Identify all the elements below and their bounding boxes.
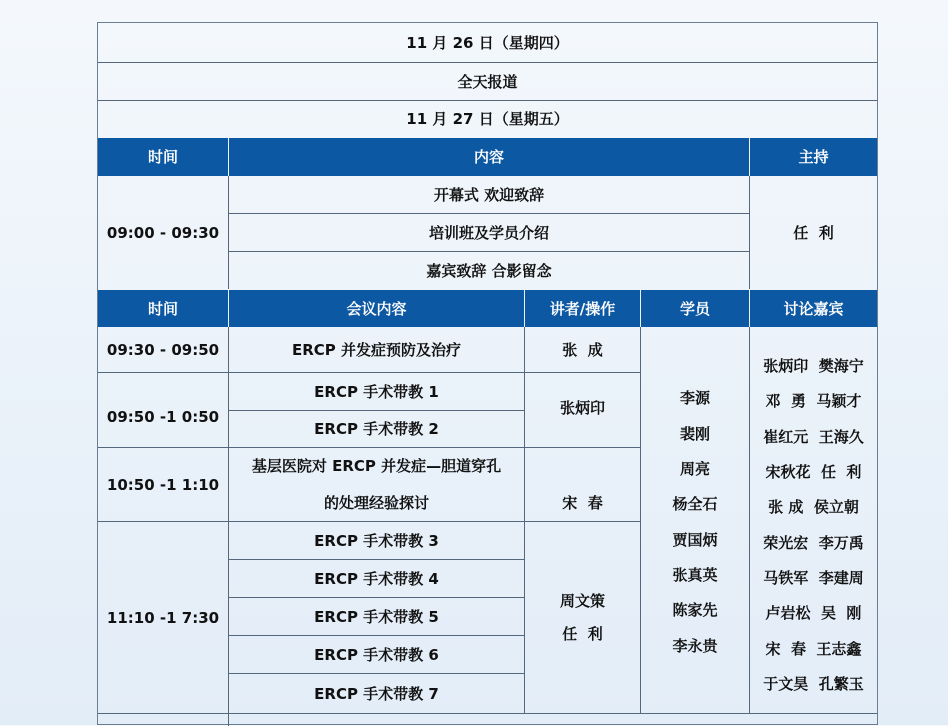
day1-date: 11 月 26 日（星期四） xyxy=(406,33,569,52)
opening-item: 嘉宾致辞 合影留念 xyxy=(426,261,552,280)
session-header-time: 时间 xyxy=(98,290,228,327)
session-content: ERCP 并发症预防及治疗 xyxy=(291,340,462,359)
session-content: ERCP 手术带教 2 xyxy=(314,420,439,438)
student-name: 李永贵 xyxy=(672,636,718,655)
guest-pair: 于文昊 孔繁玉 xyxy=(763,674,864,693)
header-host: 主持 xyxy=(750,138,877,176)
guest-pair: 张 成 侯立朝 xyxy=(768,498,859,517)
speaker: 张 成 xyxy=(562,340,603,359)
session-time: 10:50 -1 1:10 xyxy=(106,475,220,494)
opening-item: 培训班及学员介绍 xyxy=(428,223,549,242)
session-content: ERCP 手术带教 1 xyxy=(314,382,439,401)
session-header-students: 学员 xyxy=(641,290,749,327)
guest-pair: 崔红元 王海久 xyxy=(763,427,864,446)
session-time: 09:30 - 09:50 xyxy=(106,340,220,359)
session-content-line: 基层医院对 ERCP 并发症—胆道穿孔 xyxy=(251,456,502,475)
session-content: ERCP 手术带教 7 xyxy=(314,684,439,703)
student-name: 杨全石 xyxy=(672,495,718,514)
guest-pair: 荣光宏 李万禹 xyxy=(763,533,864,552)
session-time: 11:10 -1 7:30 xyxy=(106,608,220,627)
session-content-line: 的处理经验探讨 xyxy=(323,493,429,512)
speaker: 周文策 xyxy=(559,592,605,610)
speaker-group xyxy=(525,522,640,713)
day1-note: 全天报道 xyxy=(457,72,518,91)
student-name: 陈家先 xyxy=(672,601,718,620)
divider xyxy=(98,713,877,714)
session-time: 09:50 -1 0:50 xyxy=(106,408,220,426)
student-name: 贾国炳 xyxy=(672,530,718,549)
schedule-table xyxy=(97,22,878,725)
student-name: 周亮 xyxy=(679,460,710,479)
opening-time: 09:00 - 09:30 xyxy=(106,223,220,242)
guest-pair: 张炳印 樊海宁 xyxy=(763,357,864,376)
speaker: 宋 春 xyxy=(562,493,603,512)
session-content: ERCP 手术带教 6 xyxy=(314,645,439,664)
session-header-speaker: 讲者/操作 xyxy=(525,290,640,327)
guests-list xyxy=(750,327,877,713)
header-content: 内容 xyxy=(229,138,749,176)
session-content: ERCP 手术带教 3 xyxy=(314,531,439,550)
session-content-multiline xyxy=(229,448,524,521)
guest-pair: 宋 春 王志鑫 xyxy=(765,639,862,658)
students-list xyxy=(641,327,749,713)
session-header-guests: 讨论嘉宾 xyxy=(750,290,877,327)
opening-host: 任 利 xyxy=(793,223,834,242)
speaker: 张炳印 xyxy=(559,399,605,417)
day2-date: 11 月 27 日（星期五） xyxy=(406,110,569,128)
header-time: 时间 xyxy=(98,138,228,176)
speaker: 任 利 xyxy=(562,625,603,643)
session-content: ERCP 手术带教 4 xyxy=(314,569,439,588)
guest-pair: 马铁军 李建周 xyxy=(763,568,864,587)
student-name: 张真英 xyxy=(672,565,718,584)
opening-item: 开幕式 欢迎致辞 xyxy=(433,185,545,204)
student-name: 裴刚 xyxy=(679,424,710,443)
session-content: ERCP 手术带教 5 xyxy=(314,607,439,626)
guest-pair: 邓 勇 马颖才 xyxy=(765,392,862,411)
student-name: 李源 xyxy=(679,389,710,408)
guest-pair: 卢岩松 吴 刚 xyxy=(765,604,862,623)
session-header-content: 会议内容 xyxy=(229,290,524,327)
guest-pair: 宋秋花 任 利 xyxy=(765,463,862,482)
